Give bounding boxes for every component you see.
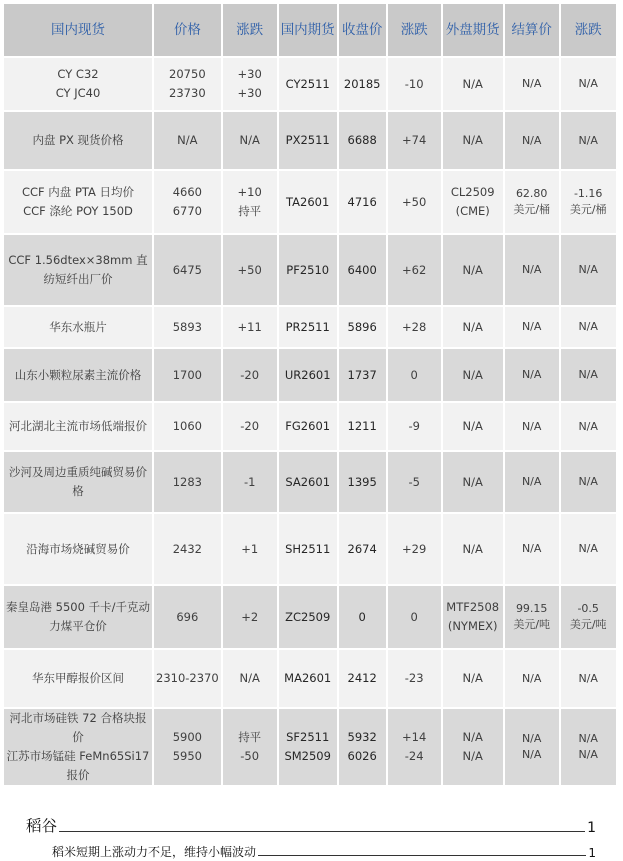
cell-line: 696: [176, 609, 199, 624]
cell-line: 6688: [347, 133, 377, 148]
cell-line: 23730: [169, 86, 206, 100]
cell-spot-price: [154, 452, 221, 512]
cell-line: -1: [243, 474, 256, 489]
cell-line: 沙河及周边重质纯碱贸易价格: [9, 465, 147, 498]
cell-foreign-futures: [443, 235, 503, 305]
cell-spot-price: [154, 403, 221, 450]
table-row: [4, 307, 616, 347]
cell-foreign-futures: [443, 171, 503, 233]
cell-line: SA2601: [285, 474, 331, 489]
cell-spot-price: [154, 709, 221, 785]
cell-line: N/A: [578, 747, 598, 761]
cell-line: N/A: [521, 542, 542, 556]
cell-line: +62: [402, 262, 427, 277]
cell-line: N/A: [578, 419, 598, 433]
cell-line: 江苏市场锰硅 FeMn65Si17: [6, 748, 150, 763]
cell-line: 美元/吨: [569, 618, 607, 631]
cell-settle-price: [505, 171, 559, 233]
cell-spot-name: [4, 586, 152, 648]
cell-line: 持平: [238, 729, 262, 744]
toc-leader: [59, 831, 585, 832]
cell-close-price: [339, 112, 386, 169]
cell-foreign-change: [561, 307, 616, 347]
cell-close-price: [339, 650, 386, 707]
table-row: [4, 349, 616, 401]
cell-line: 62.80: [515, 187, 548, 201]
cell-spot-price: [154, 650, 221, 707]
cell-line: 1737: [347, 367, 377, 382]
cell-line: +30: [237, 67, 262, 82]
cell-line: 1283: [172, 474, 202, 489]
cell-line: CY C32: [57, 67, 99, 82]
cell-spot-name: [4, 514, 152, 584]
cell-close-price: [339, 403, 386, 450]
table-row: [4, 452, 616, 512]
cell-line: SH2511: [285, 541, 331, 556]
cell-line: TA2601: [286, 194, 330, 209]
cell-close-price: [339, 586, 386, 648]
cell-spot-change: [223, 349, 277, 401]
cell-foreign-change: [561, 514, 616, 584]
cell-line: PF2510: [286, 262, 330, 277]
cell-spot-name: [4, 58, 152, 110]
cell-spot-name: [4, 112, 152, 169]
cell-line: +2: [241, 609, 259, 624]
cell-line: +10: [237, 185, 262, 200]
cell-line: 0: [358, 609, 366, 624]
cell-foreign-futures: [443, 650, 503, 707]
cell-line: ZC2509: [285, 609, 331, 624]
cell-futures-contract: [279, 452, 337, 512]
cell-futures-change: [388, 307, 441, 347]
cell-foreign-futures: [443, 349, 503, 401]
cell-line: 内盘 PX 现货价格: [32, 133, 124, 148]
cell-spot-change: [223, 650, 277, 707]
cell-futures-contract: [279, 709, 337, 785]
cell-foreign-change: [561, 452, 616, 512]
cell-line: 2432: [172, 541, 202, 556]
cell-line: 0: [410, 367, 418, 382]
cell-line: 1211: [347, 419, 377, 434]
cell-settle-price: [505, 709, 559, 785]
cell-spot-price: [154, 171, 221, 233]
cell-line: 6026: [347, 748, 377, 763]
cell-spot-price: [154, 112, 221, 169]
cell-foreign-change: [561, 235, 616, 305]
cell-line: 河北湖北主流市场低端报价: [9, 419, 147, 434]
cell-futures-change: [388, 403, 441, 450]
cell-foreign-change: [561, 650, 616, 707]
cell-line: 报价: [66, 767, 90, 782]
cell-line: 5893: [172, 319, 202, 334]
cell-foreign-change: [561, 112, 616, 169]
cell-futures-contract: [279, 403, 337, 450]
cell-line: -5: [408, 474, 420, 489]
cell-line: -9: [408, 419, 420, 434]
cell-line: 99.15: [515, 602, 548, 616]
cell-settle-price: [505, 650, 559, 707]
cell-spot-name: [4, 349, 152, 401]
cell-line: +11: [237, 319, 262, 334]
cell-line: N/A: [578, 542, 598, 556]
cell-spot-price: [154, 235, 221, 305]
cell-settle-price: [505, 349, 559, 401]
cell-foreign-futures: [443, 452, 503, 512]
cell-spot-change: [223, 307, 277, 347]
cell-line: 美元/桶: [513, 203, 551, 216]
cell-line: N/A: [578, 732, 598, 745]
toc-page-number: 1: [587, 820, 596, 836]
table-row: [4, 171, 616, 233]
cell-spot-change: [223, 58, 277, 110]
cell-line: -24: [404, 748, 424, 763]
cell-line: N/A: [578, 671, 598, 685]
cell-line: MTF2508: [446, 600, 500, 615]
cell-line: N/A: [521, 747, 542, 761]
cell-line: 1060: [172, 419, 202, 434]
cell-line: N/A: [521, 732, 542, 745]
cell-line: 沿海市场烧碱贸易价: [26, 541, 130, 556]
cell-line: N/A: [578, 77, 598, 91]
cell-line: (CME): [455, 204, 490, 218]
cell-line: PX2511: [285, 133, 330, 148]
cell-line: CCF 1.56dtex×38mm 直纺短纤出厂价: [8, 253, 148, 286]
cell-line: N/A: [578, 368, 598, 382]
cell-line: 4716: [347, 194, 377, 209]
cell-line: +50: [237, 262, 262, 277]
header-foreign-change: 涨跌: [561, 4, 616, 56]
cell-spot-change: [223, 235, 277, 305]
cell-line: +74: [402, 133, 427, 148]
cell-close-price: [339, 514, 386, 584]
header-futures-change: 涨跌: [388, 4, 441, 56]
cell-line: 山东小颗粒尿素主流价格: [14, 367, 142, 382]
cell-line: -50: [240, 748, 260, 763]
cell-line: N/A: [462, 541, 483, 556]
cell-futures-contract: [279, 514, 337, 584]
toc-entry-rice[interactable]: [26, 814, 596, 836]
cell-foreign-futures: [443, 514, 503, 584]
cell-line: N/A: [521, 320, 542, 334]
cell-futures-change: [388, 349, 441, 401]
cell-foreign-futures: [443, 586, 503, 648]
cell-spot-name: [4, 452, 152, 512]
header-settle-price: 结算价: [505, 4, 559, 56]
cell-close-price: [339, 709, 386, 785]
cell-line: FG2601: [285, 419, 331, 434]
cell-line: 6770: [172, 204, 202, 218]
cell-spot-change: [223, 514, 277, 584]
cell-line: 2412: [347, 671, 377, 686]
cell-line: -1.16: [573, 187, 603, 201]
cell-line: N/A: [462, 133, 483, 148]
cell-futures-contract: [279, 650, 337, 707]
cell-line: N/A: [462, 474, 483, 489]
cell-futures-change: [388, 171, 441, 233]
table-row: [4, 709, 616, 785]
cell-line: 秦皇岛港 5500 千卡/千克动力煤平仓价: [6, 600, 150, 633]
cell-line: 1395: [347, 474, 377, 489]
cell-settle-price: [505, 586, 559, 648]
cell-line: (NYMEX): [447, 619, 498, 633]
cell-line: 5950: [172, 748, 202, 763]
cell-spot-name: [4, 307, 152, 347]
table-row: [4, 112, 616, 169]
cell-settle-price: [505, 452, 559, 512]
cell-line: 1700: [172, 367, 202, 382]
cell-line: 6400: [347, 262, 377, 277]
cell-line: +30: [237, 86, 262, 100]
cell-spot-change: [223, 171, 277, 233]
cell-line: UR2601: [284, 367, 331, 382]
header-spot-name: 国内现货: [4, 4, 152, 56]
cell-line: N/A: [462, 262, 483, 277]
cell-futures-change: [388, 514, 441, 584]
cell-line: N/A: [239, 671, 260, 686]
cell-line: +14: [402, 729, 427, 744]
cell-line: 5896: [347, 319, 377, 334]
cell-spot-change: [223, 112, 277, 169]
cell-spot-price: [154, 349, 221, 401]
cell-foreign-futures: [443, 112, 503, 169]
table-row: [4, 586, 616, 648]
cell-settle-price: [505, 514, 559, 584]
cell-futures-change: [388, 650, 441, 707]
cell-line: N/A: [521, 419, 542, 433]
cell-futures-contract: [279, 112, 337, 169]
cell-line: N/A: [578, 263, 598, 277]
cell-line: 0: [410, 609, 418, 624]
cell-line: +1: [241, 541, 259, 556]
toc-entry-rice-outlook[interactable]: [52, 842, 596, 860]
cell-futures-contract: [279, 235, 337, 305]
table-row: [4, 650, 616, 707]
cell-line: N/A: [462, 367, 483, 382]
cell-line: 5932: [347, 729, 377, 744]
cell-line: N/A: [462, 319, 483, 334]
cell-futures-contract: [279, 586, 337, 648]
cell-line: CY2511: [285, 76, 330, 91]
cell-line: CY JC40: [55, 86, 101, 100]
cell-line: N/A: [462, 748, 483, 763]
cell-foreign-change: [561, 58, 616, 110]
cell-line: N/A: [521, 475, 542, 489]
cell-line: N/A: [521, 671, 542, 685]
cell-line: 4660: [172, 185, 202, 200]
table-row: [4, 403, 616, 450]
header-foreign-futures: 外盘期货: [443, 4, 503, 56]
cell-line: N/A: [578, 475, 598, 489]
cell-line: SF2511: [286, 729, 330, 744]
cell-spot-name: [4, 235, 152, 305]
cell-spot-change: [223, 586, 277, 648]
cell-line: 5900: [172, 729, 202, 744]
cell-line: N/A: [462, 419, 483, 434]
cell-close-price: [339, 452, 386, 512]
header-futures-contract: 国内期货: [279, 4, 337, 56]
cell-spot-price: [154, 586, 221, 648]
cell-line: MA2601: [284, 671, 332, 686]
cell-line: 2674: [347, 541, 377, 556]
cell-spot-name: [4, 403, 152, 450]
cell-line: N/A: [578, 320, 598, 334]
cell-spot-name: [4, 650, 152, 707]
cell-foreign-change: [561, 709, 616, 785]
cell-line: 美元/吨: [513, 618, 551, 631]
cell-line: 河北市场硅铁 72 合格块报价: [9, 711, 147, 744]
cell-close-price: [339, 349, 386, 401]
cell-line: 2310-2370: [156, 671, 219, 686]
cell-line: N/A: [578, 133, 598, 147]
cell-line: 持平: [238, 204, 262, 218]
cell-settle-price: [505, 235, 559, 305]
cell-futures-contract: [279, 349, 337, 401]
toc-subtitle: 稻米短期上涨动力不足，维持小幅波动: [52, 845, 257, 859]
cell-futures-change: [388, 586, 441, 648]
cell-foreign-change: [561, 349, 616, 401]
cell-line: 20750: [169, 67, 206, 82]
header-close-price: 收盘价: [339, 4, 386, 56]
cell-line: -0.5: [577, 602, 599, 616]
cell-foreign-change: [561, 171, 616, 233]
cell-spot-change: [223, 709, 277, 785]
cell-close-price: [339, 235, 386, 305]
cell-foreign-change: [561, 586, 616, 648]
cell-line: 6475: [172, 262, 202, 277]
table-row: [4, 58, 616, 110]
table-header-row: [4, 4, 616, 56]
cell-line: SM2509: [284, 748, 331, 763]
price-table: [2, 2, 618, 787]
cell-spot-change: [223, 403, 277, 450]
cell-futures-change: [388, 709, 441, 785]
cell-line: 华东水瓶片: [49, 319, 107, 334]
cell-spot-price: [154, 514, 221, 584]
cell-line: N/A: [521, 77, 542, 91]
toc-leader: [258, 855, 586, 856]
cell-foreign-futures: [443, 403, 503, 450]
cell-foreign-change: [561, 403, 616, 450]
cell-foreign-futures: [443, 58, 503, 110]
header-spot-change: 涨跌: [223, 4, 277, 56]
cell-futures-change: [388, 235, 441, 305]
cell-line: CCF 内盘 PTA 日均价: [21, 185, 135, 200]
cell-line: N/A: [462, 671, 483, 686]
cell-futures-contract: [279, 171, 337, 233]
cell-foreign-futures: [443, 307, 503, 347]
cell-line: +28: [402, 319, 427, 334]
cell-line: +29: [402, 541, 427, 556]
cell-futures-change: [388, 58, 441, 110]
toc-page-number: 1: [588, 846, 596, 860]
cell-futures-change: [388, 452, 441, 512]
cell-settle-price: [505, 112, 559, 169]
cell-futures-change: [388, 112, 441, 169]
cell-foreign-futures: [443, 709, 503, 785]
cell-line: N/A: [462, 729, 483, 744]
cell-line: +50: [402, 194, 427, 209]
cell-line: CCF 涤纶 POY 150D: [23, 204, 133, 218]
cell-spot-name: [4, 709, 152, 785]
cell-spot-name: [4, 171, 152, 233]
cell-spot-price: [154, 58, 221, 110]
cell-close-price: [339, 171, 386, 233]
cell-spot-change: [223, 452, 277, 512]
cell-futures-contract: [279, 307, 337, 347]
cell-settle-price: [505, 307, 559, 347]
cell-line: -23: [404, 671, 424, 686]
cell-line: -10: [404, 76, 424, 91]
cell-line: N/A: [521, 263, 542, 277]
cell-line: N/A: [521, 133, 542, 147]
cell-line: N/A: [177, 133, 198, 148]
cell-settle-price: [505, 403, 559, 450]
cell-line: -20: [240, 419, 260, 434]
cell-line: N/A: [521, 368, 542, 382]
cell-futures-contract: [279, 58, 337, 110]
cell-close-price: [339, 307, 386, 347]
cell-line: PR2511: [285, 319, 330, 334]
cell-settle-price: [505, 58, 559, 110]
cell-close-price: [339, 58, 386, 110]
cell-line: 20185: [343, 76, 381, 91]
table-row: [4, 235, 616, 305]
cell-line: N/A: [462, 76, 483, 91]
cell-line: N/A: [239, 133, 260, 148]
toc-title: 稻谷: [26, 817, 58, 835]
cell-spot-price: [154, 307, 221, 347]
table-row: [4, 514, 616, 584]
cell-line: CL2509: [450, 185, 495, 200]
cell-line: 美元/桶: [569, 203, 607, 216]
cell-line: -20: [240, 367, 260, 382]
header-spot-price: 价格: [154, 4, 221, 56]
cell-line: 华东甲醇报价区间: [32, 671, 124, 686]
